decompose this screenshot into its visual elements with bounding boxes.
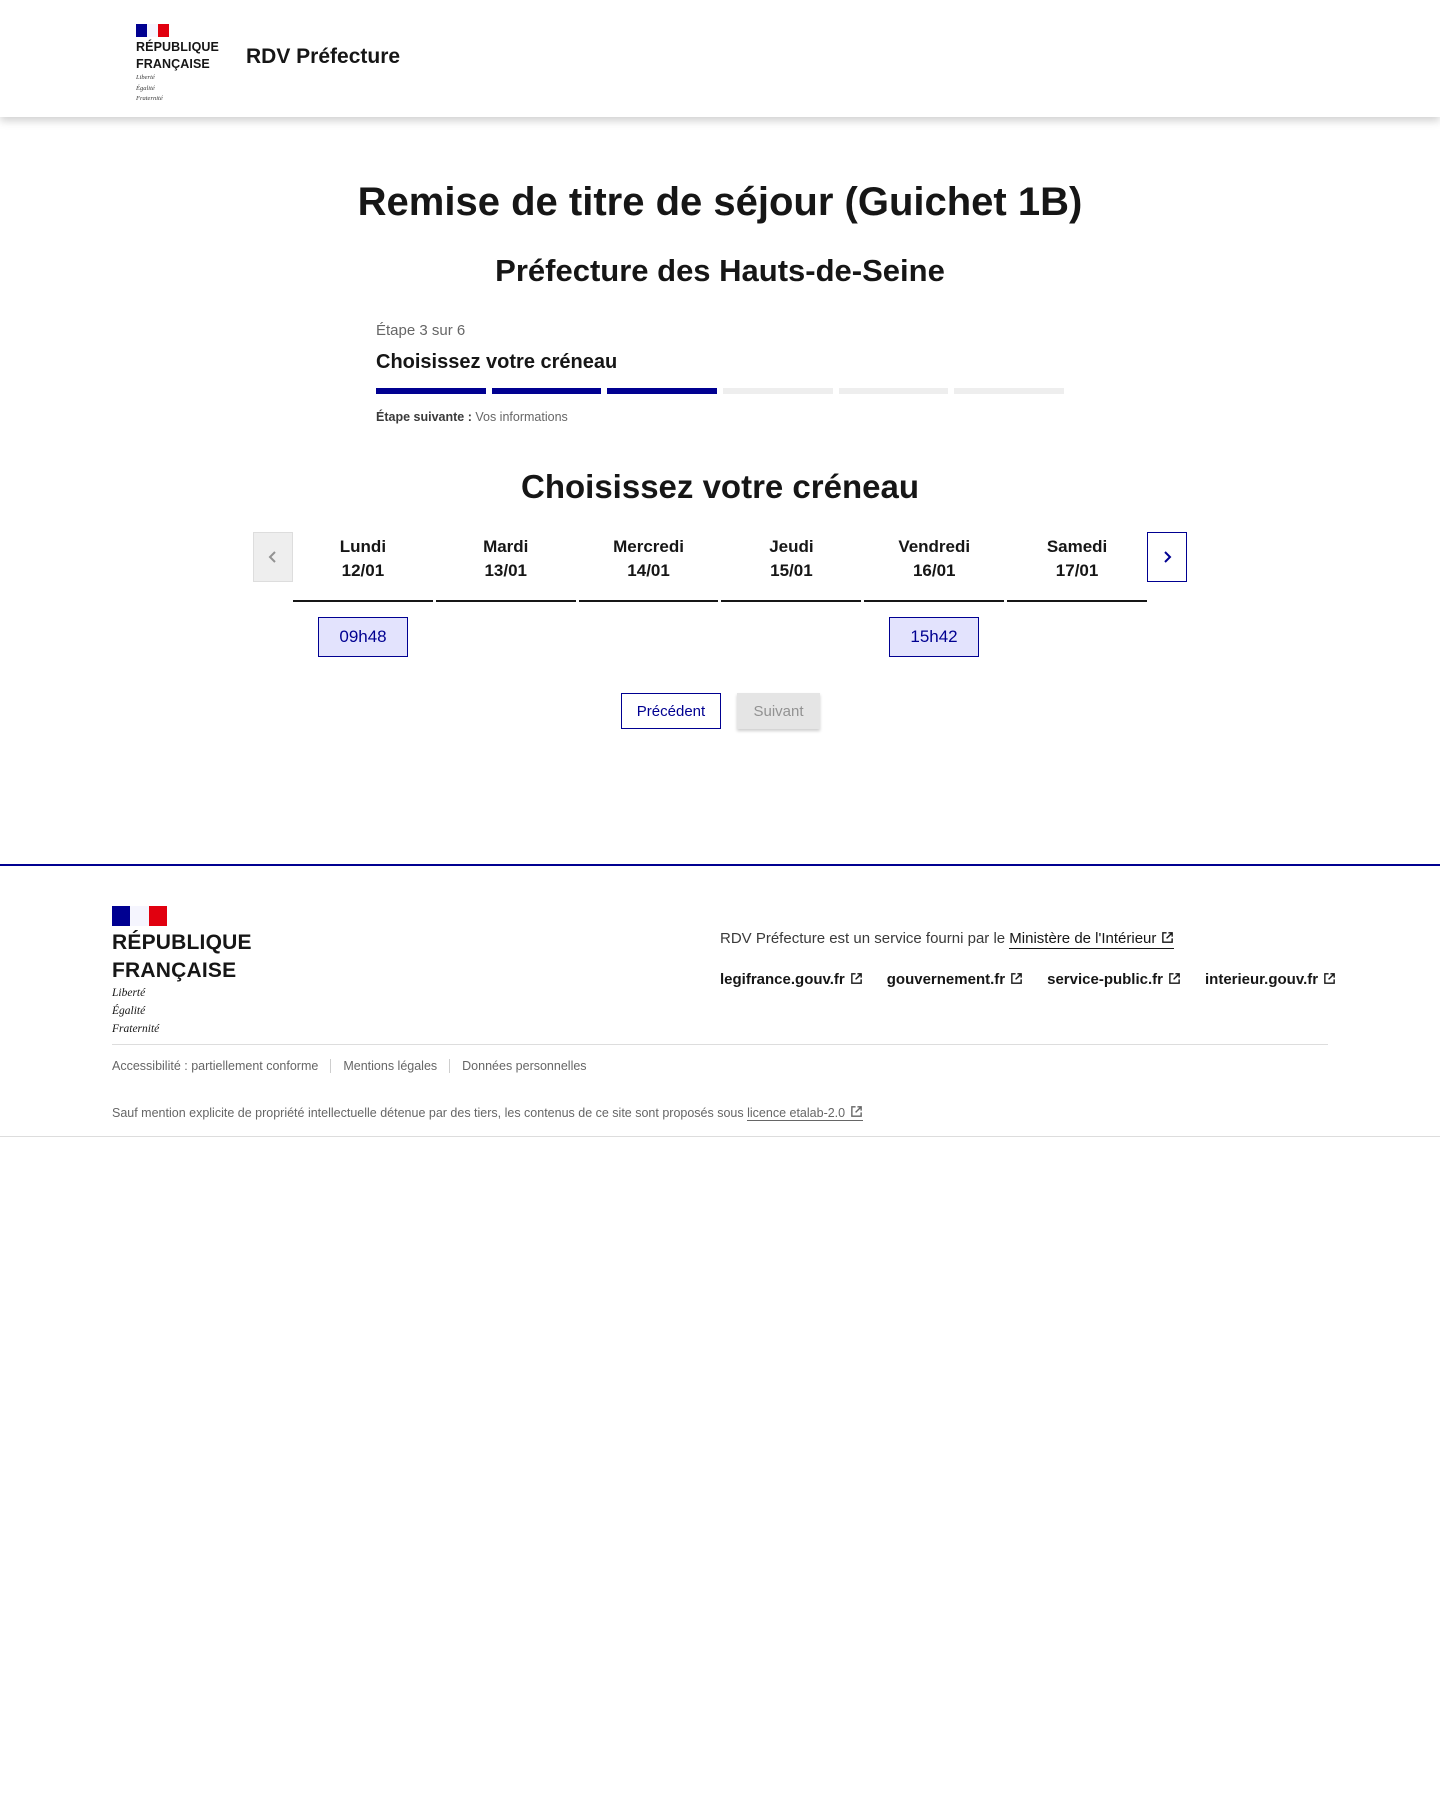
day-name: Lundi <box>339 537 387 556</box>
day-column <box>721 532 861 602</box>
footer-motto-fraternite: Fraternité <box>112 1023 160 1035</box>
footer-logo-text-line1: RÉPUBLIQUE <box>112 931 252 954</box>
mentions-legales-link[interactable]: Mentions légales <box>330 1059 449 1073</box>
external-link-icon <box>1010 972 1023 985</box>
external-link-icon <box>850 1105 863 1118</box>
interieur-link-label: interieur.gouv.fr <box>1205 971 1319 988</box>
previous-week-button[interactable] <box>253 532 293 582</box>
chevron-right-icon <box>1161 550 1173 564</box>
service-public-link-label: service-public.fr <box>1047 971 1163 988</box>
calendar-days <box>293 532 1147 602</box>
day-name: Mardi <box>483 537 529 556</box>
licence-etalab-link[interactable] <box>747 1106 863 1121</box>
footer-republique-francaise-logo[interactable] <box>112 906 252 1036</box>
external-link-icon <box>850 972 863 985</box>
external-link-icon <box>1161 931 1174 944</box>
external-link-icon <box>1323 972 1336 985</box>
day-column <box>1007 532 1147 602</box>
site-header <box>0 0 1440 117</box>
next-week-button[interactable] <box>1147 532 1187 582</box>
previous-button[interactable]: Précédent <box>621 693 721 729</box>
logo-motto-fraternite: Fraternité <box>136 95 163 102</box>
day-name: Jeudi <box>769 537 814 556</box>
republique-francaise-logo[interactable] <box>136 24 219 103</box>
marianne-flag-icon <box>112 906 167 926</box>
license-text: Sauf mention explicite de propriété intellectuelle détenue par des tiers, les contenus de ce site sont proposés sous <box>112 1106 744 1120</box>
footer-motto-liberte: Liberté <box>112 987 146 999</box>
logo-motto-egalite: Égalité <box>136 84 155 92</box>
stepper-segment <box>607 388 717 394</box>
page-subtitle: Préfecture des Hauts-de-Seine <box>495 253 945 288</box>
footer-logo-text-line2: FRANÇAISE <box>112 959 237 982</box>
site-name-link[interactable]: RDV Préfecture <box>246 45 401 68</box>
footer-description-text: RDV Préfecture est un service fourni par le <box>720 930 1006 947</box>
stepper-progress <box>376 388 1064 394</box>
footer-bottom-links <box>112 1059 599 1073</box>
ministere-interieur-link-label: Ministère de l'Intérieur <box>1009 930 1157 947</box>
footer-motto-egalite: Égalité <box>112 1005 146 1017</box>
stepper-next-step <box>376 410 1064 424</box>
stepper-next-value: Vos informations <box>475 410 568 424</box>
accessibilite-link[interactable]: Accessibilité : partiellement conforme <box>112 1059 319 1073</box>
licence-etalab-link-label: licence etalab-2.0 <box>747 1106 846 1120</box>
ministere-interieur-link[interactable] <box>1009 930 1174 949</box>
day-column <box>293 532 433 602</box>
day-date: 16/01 <box>912 561 956 580</box>
day-column <box>864 532 1004 602</box>
footer-gov-links <box>720 971 1336 988</box>
day-column <box>436 532 576 602</box>
site-footer <box>0 864 1440 1137</box>
day-date: 12/01 <box>341 561 385 580</box>
gouvernement-link-label: gouvernement.fr <box>886 971 1006 988</box>
day-name: Samedi <box>1046 537 1108 556</box>
day-name: Vendredi <box>898 537 971 556</box>
stepper-segment <box>376 388 486 394</box>
chevron-left-icon <box>267 550 279 564</box>
legifrance-link-label: legifrance.gouv.fr <box>720 971 845 988</box>
legifrance-link[interactable] <box>720 971 863 988</box>
donnees-personnelles-link[interactable]: Données personnelles <box>449 1059 598 1073</box>
page-title: Remise de titre de séjour (Guichet 1B) <box>357 180 1083 224</box>
stepper-segment <box>839 388 949 394</box>
gouvernement-link[interactable] <box>887 971 1023 988</box>
stepper-segment <box>954 388 1064 394</box>
logo-text-line2: FRANÇAISE <box>136 57 210 71</box>
next-button-disabled[interactable]: Suivant <box>737 693 820 729</box>
calendar-title: Choisissez votre créneau <box>521 468 919 505</box>
service-public-link[interactable] <box>1047 971 1181 988</box>
day-name: Mercredi <box>613 537 684 556</box>
stepper-segment <box>723 388 833 394</box>
day-date: 14/01 <box>627 561 670 580</box>
footer-divider <box>112 1044 1328 1045</box>
time-slot-button[interactable]: 09h48 <box>318 617 408 657</box>
footer-license <box>112 1105 863 1120</box>
stepper-next-label: Étape suivante : <box>376 410 472 424</box>
logo-text-line1: RÉPUBLIQUE <box>136 40 219 54</box>
day-column <box>579 532 719 602</box>
day-date: 13/01 <box>484 561 528 580</box>
external-link-icon <box>1168 972 1181 985</box>
footer-description <box>720 930 1174 947</box>
day-date: 15/01 <box>770 561 813 580</box>
marianne-flag-icon <box>136 24 169 37</box>
stepper-title: Choisissez votre créneau <box>376 351 618 373</box>
day-date: 17/01 <box>1055 561 1099 580</box>
stepper-state: Étape 3 sur 6 <box>376 322 466 339</box>
stepper-segment <box>492 388 602 394</box>
time-slot-button[interactable]: 15h42 <box>889 617 979 657</box>
logo-motto-liberte: Liberté <box>136 74 155 81</box>
interieur-link[interactable] <box>1205 971 1336 988</box>
stepper <box>376 322 1064 424</box>
